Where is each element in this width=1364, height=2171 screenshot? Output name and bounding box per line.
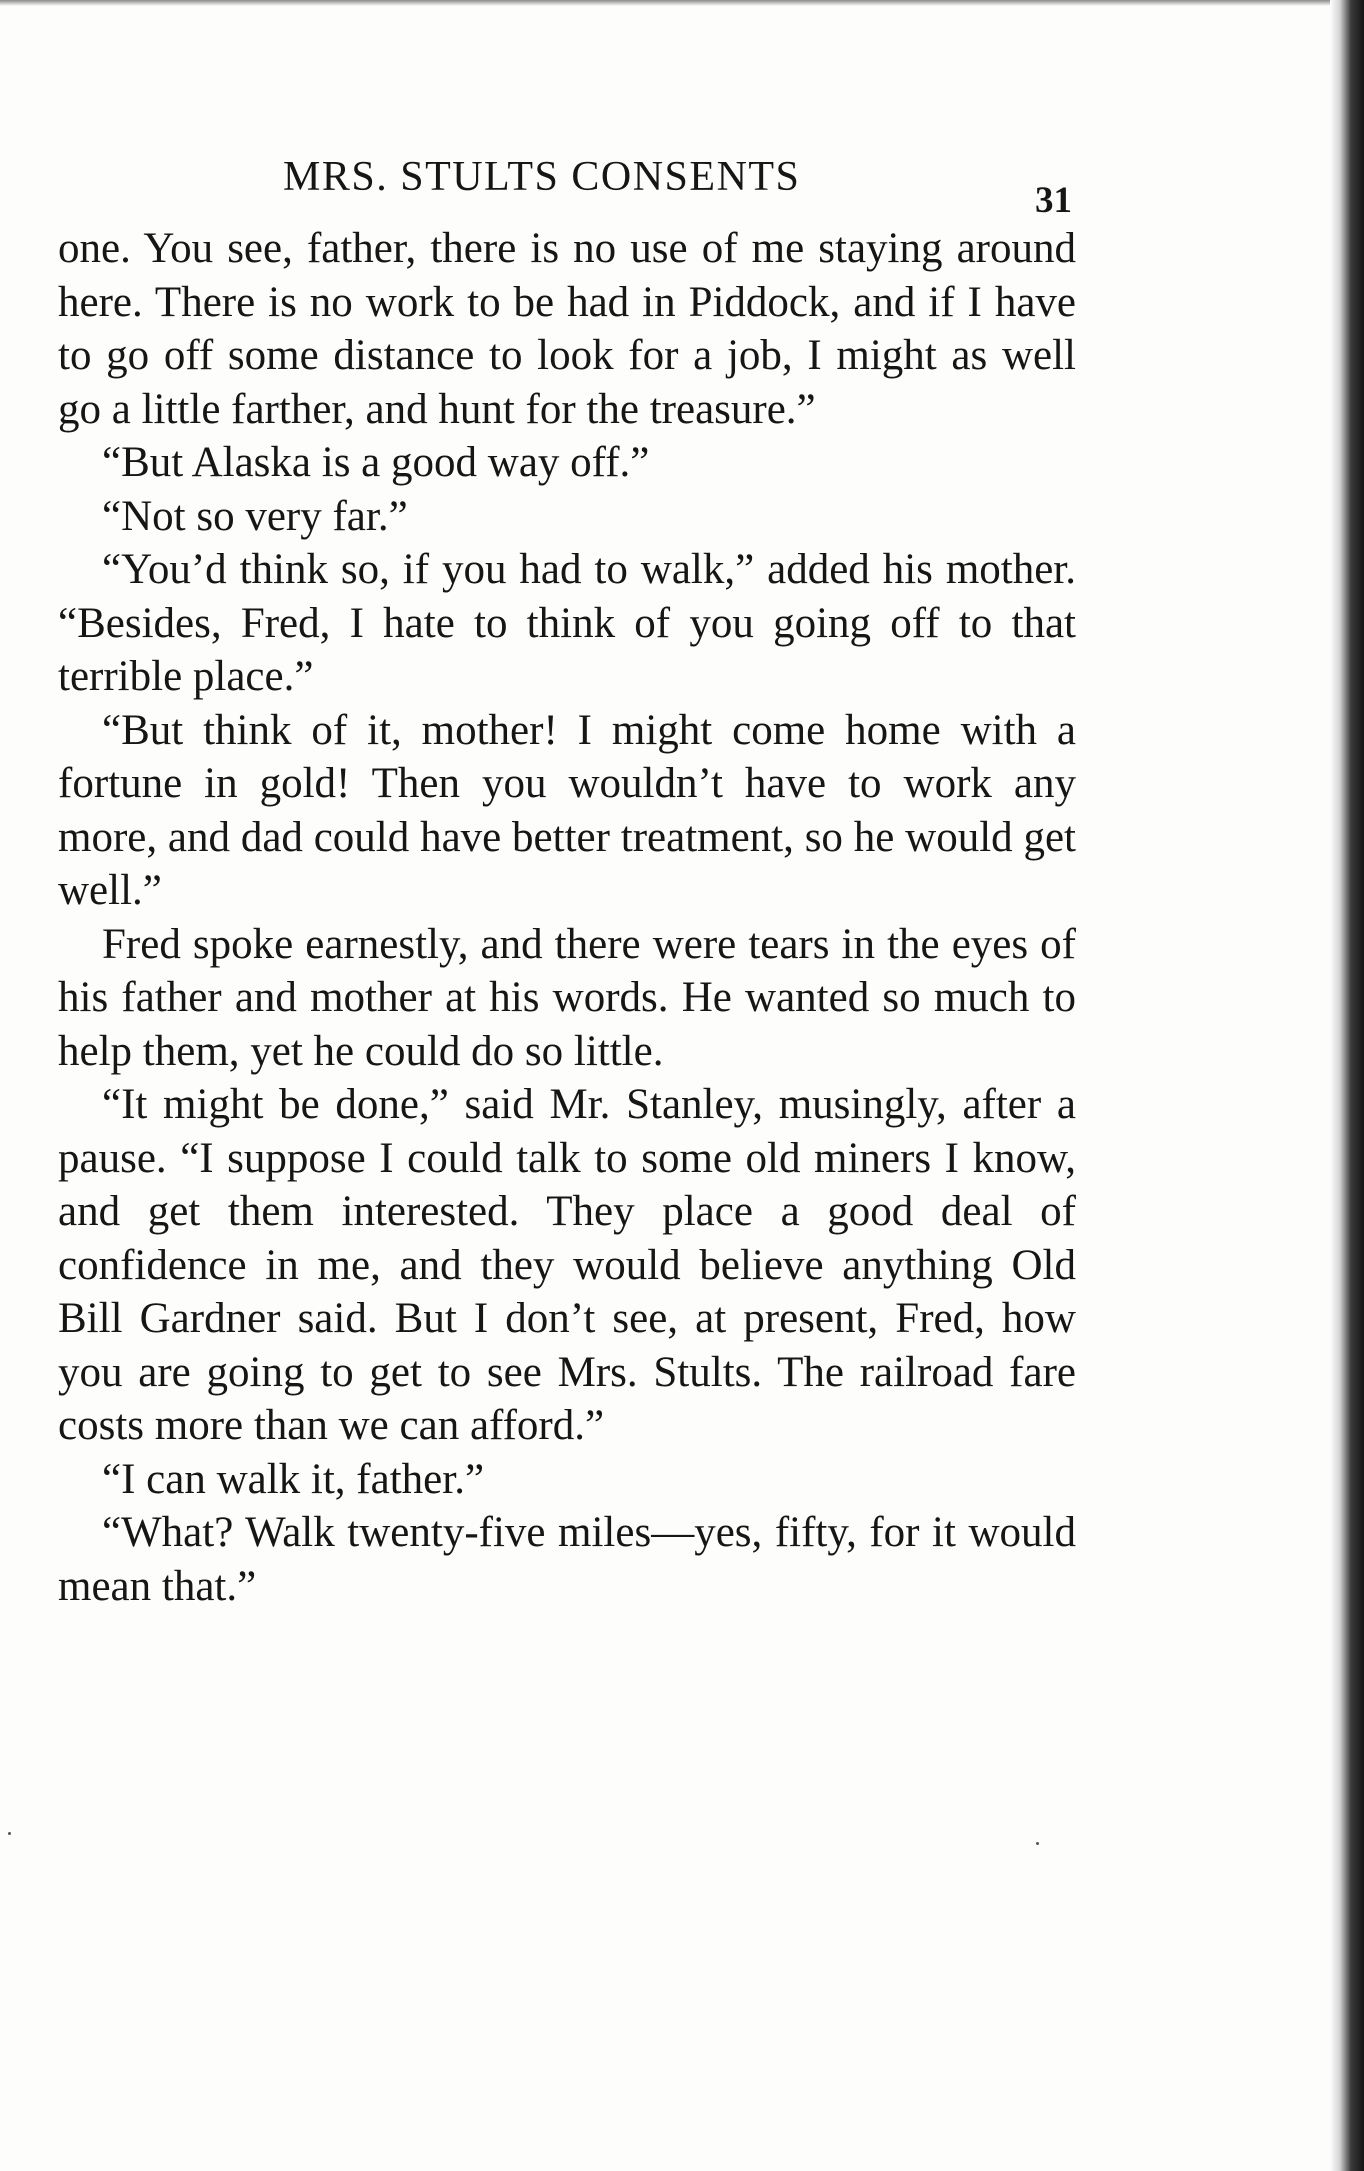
page-binding-shadow	[1330, 0, 1364, 2171]
paragraph: “But Alaska is a good way off.”	[102, 439, 650, 486]
paragraph: “I can walk it, father.”	[102, 1455, 485, 1503]
paragraph: “It might be done,” said Mr. Stanley, musingly, after a pause. “I suppose I could talk to some old miners I know, and get them interested. They place a good deal of confidence in me, and they would believe anything Old Bill Gardner said. But I don’t see, at present, Fred, how you are going to get to see Mrs. Stults. The railroad fare costs more than we can afford.”	[58, 1081, 1076, 1449]
paragraph: “You’d think so, if you had to walk,” added his mother. “Besides, Fred, I hate to think of you going off to that terrible place.”	[58, 546, 1076, 700]
page-header	[58, 153, 1088, 221]
paragraph: Fred spoke earnestly, and there were tears in the eyes of his father and mother at his words. He wanted so much to help them, yet he could do so little.	[58, 920, 1076, 1075]
page-top-edge	[0, 0, 1364, 6]
paper-speck	[1036, 1842, 1039, 1845]
paragraph: one. You see, father, there is no use of me staying around here. There is no work to be had in Piddock, and if I have to go off some distance to look for a job, I might as well go a little farther, and hunt for the treasure.”	[58, 225, 1076, 433]
paragraph: “What? Walk twenty-five miles—yes, fifty, for it would mean that.”	[58, 1509, 1076, 1610]
body-text	[58, 222, 1076, 1613]
paper-speck	[8, 1832, 11, 1835]
paragraph: “But think of it, mother! I might come home with a fortune in gold! Then you wouldn’t have to work any more, and dad could have better treatment, so he would get well.”	[58, 706, 1076, 914]
paragraph: “Not so very far.”	[102, 492, 408, 540]
page-number: 31	[1035, 180, 1072, 221]
running-head: MRS. STULTS CONSENTS	[283, 154, 801, 200]
